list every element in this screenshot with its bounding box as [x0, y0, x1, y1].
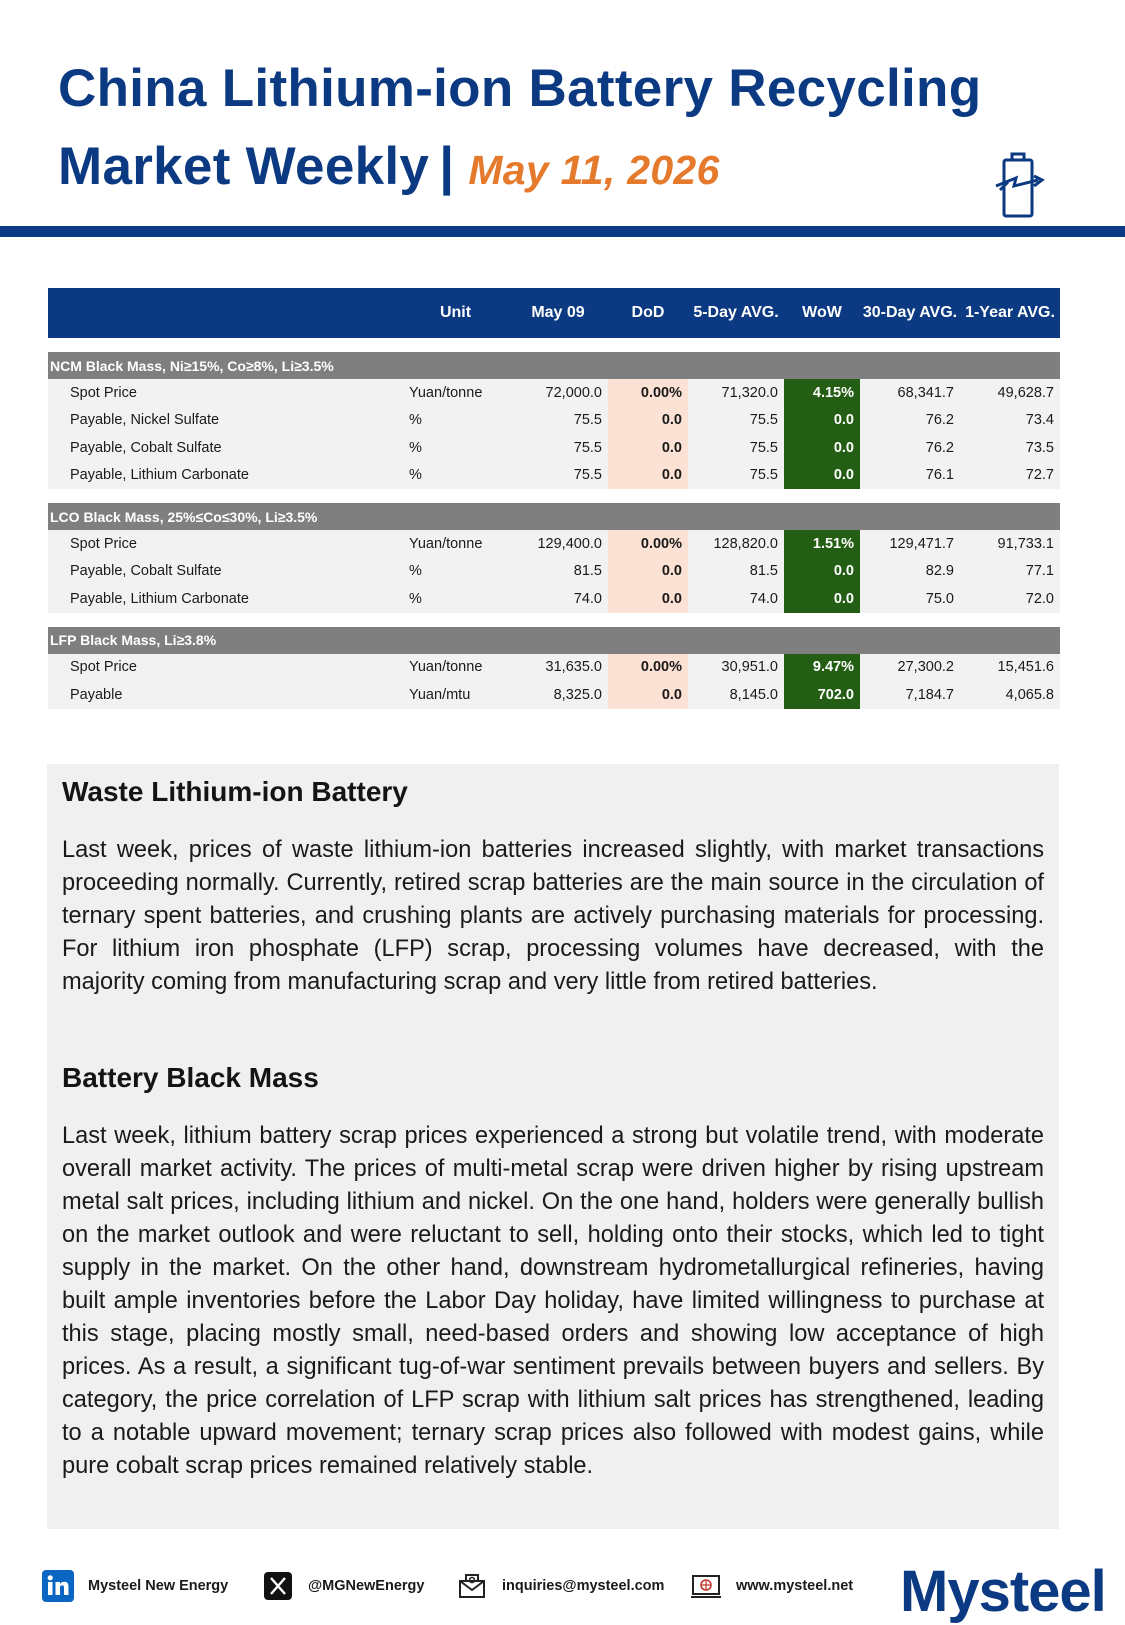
cell-wow: 0.0: [784, 585, 860, 613]
linkedin-label: Mysteel New Energy: [88, 1578, 229, 1594]
section-heading-black-mass: Battery Black Mass: [62, 1062, 319, 1093]
footer-linkedin[interactable]: [42, 1570, 228, 1602]
cell-5day-avg: 8,145.0: [688, 681, 784, 709]
cell-unit: Yuan/mtu: [403, 681, 508, 709]
section-title: LFP Black Mass, Li≥3.8%: [48, 627, 1060, 654]
cell-5day-avg: 71,320.0: [688, 379, 784, 407]
title-main: Market Weekly: [58, 137, 430, 196]
cell-latest: 75.5: [508, 462, 608, 490]
cell-dod: 0.0: [608, 681, 688, 709]
cell-30day-avg: 7,184.7: [860, 681, 960, 709]
cell-latest: 75.5: [508, 407, 608, 435]
cell-dod: 0.0: [608, 462, 688, 490]
col-header-30day: 30-Day AVG.: [860, 288, 960, 338]
cell-1year-avg: 49,628.7: [960, 379, 1060, 407]
footer: [0, 1550, 1125, 1624]
cell-5day-avg: 75.5: [688, 434, 784, 462]
cell-wow: 0.0: [784, 462, 860, 490]
cell-item: Payable, Cobalt Sulfate: [48, 558, 403, 586]
col-header-unit: Unit: [403, 288, 508, 338]
cell-1year-avg: 73.4: [960, 407, 1060, 435]
title-separator: |: [439, 137, 455, 196]
battery-recycling-icon: [994, 152, 1048, 220]
cell-unit: Yuan/tonne: [403, 654, 508, 682]
table-row: [48, 654, 1060, 682]
cell-dod: 0.00%: [608, 530, 688, 558]
cell-item: Payable, Cobalt Sulfate: [48, 434, 403, 462]
cell-wow: 0.0: [784, 407, 860, 435]
cell-5day-avg: 30,951.0: [688, 654, 784, 682]
cell-dod: 0.0: [608, 407, 688, 435]
website-icon: [690, 1570, 722, 1602]
spacer-cell: [48, 613, 1060, 627]
cell-unit: %: [403, 558, 508, 586]
table-row: [48, 434, 1060, 462]
cell-item: Payable: [48, 681, 403, 709]
linkedin-icon: [42, 1570, 74, 1602]
cell-5day-avg: 75.5: [688, 462, 784, 490]
cell-item: Spot Price: [48, 379, 403, 407]
cell-unit: Yuan/tonne: [403, 530, 508, 558]
col-header-5day: 5-Day AVG.: [688, 288, 784, 338]
header-divider: [0, 226, 1125, 237]
cell-1year-avg: 72.0: [960, 585, 1060, 613]
cell-unit: %: [403, 434, 508, 462]
table-row: [48, 681, 1060, 709]
website-label: www.mysteel.net: [736, 1578, 854, 1594]
col-header-latest: May 09: [508, 288, 608, 338]
cell-30day-avg: 75.0: [860, 585, 960, 613]
footer-email[interactable]: [456, 1570, 664, 1602]
section-header-row: [48, 503, 1060, 530]
cell-latest: 75.5: [508, 434, 608, 462]
cell-latest: 72,000.0: [508, 379, 608, 407]
cell-1year-avg: 15,451.6: [960, 654, 1060, 682]
cell-wow: 9.47%: [784, 654, 860, 682]
cell-unit: %: [403, 462, 508, 490]
report-date: May 11, 2026: [468, 147, 720, 193]
section-header-row: [48, 627, 1060, 654]
cell-wow: 0.0: [784, 434, 860, 462]
table-row: [48, 558, 1060, 586]
cell-wow: 0.0: [784, 558, 860, 586]
section-body-waste-battery: Last week, prices of waste lithium-ion batteries increased slightly, with market transactions proceeding normally. Currently, retired scrap batteries are the main source in the circulation of ternary spent batteries, and crushing plants are actively purchasing materials for processing. For lithium iron phosphate (LFP) scrap, processing volumes have decreased, with the majority coming from manufacturing scrap and very little from retired batteries.: [62, 837, 1044, 995]
cell-1year-avg: 4,065.8: [960, 681, 1060, 709]
cell-1year-avg: 72.7: [960, 462, 1060, 490]
section-heading-waste-battery: Waste Lithium-ion Battery: [62, 776, 408, 807]
page-title-line2: [58, 136, 720, 197]
cell-dod: 0.00%: [608, 379, 688, 407]
cell-dod: 0.0: [608, 585, 688, 613]
section-spacer: [48, 489, 1060, 503]
cell-1year-avg: 73.5: [960, 434, 1060, 462]
price-table: [48, 288, 1060, 709]
section-title: NCM Black Mass, Ni≥15%, Co≥8%, Li≥3.5%: [48, 352, 1060, 379]
section-title: LCO Black Mass, 25%≤Co≤30%, Li≥3.5%: [48, 503, 1060, 530]
cell-30day-avg: 129,471.7: [860, 530, 960, 558]
table-header-row: [48, 288, 1060, 338]
mail-icon: [456, 1570, 488, 1602]
table-body: [48, 338, 1060, 709]
cell-5day-avg: 128,820.0: [688, 530, 784, 558]
cell-item: Spot Price: [48, 530, 403, 558]
cell-5day-avg: 75.5: [688, 407, 784, 435]
col-header-item: [48, 288, 403, 338]
table-row: [48, 462, 1060, 490]
cell-dod: 0.00%: [608, 654, 688, 682]
cell-30day-avg: 76.2: [860, 407, 960, 435]
cell-unit: %: [403, 407, 508, 435]
footer-x[interactable]: [262, 1570, 424, 1602]
cell-wow: 702.0: [784, 681, 860, 709]
mysteel-logo: Mysteel: [900, 1559, 1106, 1624]
cell-latest: 81.5: [508, 558, 608, 586]
col-header-dod: DoD: [608, 288, 688, 338]
spacer-cell: [48, 338, 1060, 352]
cell-1year-avg: 91,733.1: [960, 530, 1060, 558]
page-title-line1: China Lithium-ion Battery Recycling: [58, 59, 982, 118]
cell-30day-avg: 68,341.7: [860, 379, 960, 407]
market-commentary: [47, 764, 1059, 1529]
x-label: @MGNewEnergy: [308, 1578, 425, 1594]
cell-5day-avg: 74.0: [688, 585, 784, 613]
section-spacer: [48, 338, 1060, 352]
cell-latest: 31,635.0: [508, 654, 608, 682]
cell-dod: 0.0: [608, 558, 688, 586]
table-row: [48, 407, 1060, 435]
cell-dod: 0.0: [608, 434, 688, 462]
cell-item: Spot Price: [48, 654, 403, 682]
cell-30day-avg: 27,300.2: [860, 654, 960, 682]
x-icon: [262, 1570, 294, 1602]
footer-website[interactable]: [690, 1570, 853, 1602]
cell-unit: %: [403, 585, 508, 613]
table-row: [48, 585, 1060, 613]
cell-latest: 129,400.0: [508, 530, 608, 558]
cell-latest: 74.0: [508, 585, 608, 613]
cell-wow: 4.15%: [784, 379, 860, 407]
section-spacer: [48, 613, 1060, 627]
email-label: inquiries@mysteel.com: [502, 1578, 665, 1594]
col-header-1year: 1-Year AVG.: [960, 288, 1060, 338]
cell-item: Payable, Lithium Carbonate: [48, 585, 403, 613]
cell-latest: 8,325.0: [508, 681, 608, 709]
cell-30day-avg: 76.1: [860, 462, 960, 490]
table-row: [48, 530, 1060, 558]
cell-item: Payable, Lithium Carbonate: [48, 462, 403, 490]
table-row: [48, 379, 1060, 407]
col-header-wow: WoW: [784, 288, 860, 338]
cell-5day-avg: 81.5: [688, 558, 784, 586]
section-header-row: [48, 352, 1060, 379]
cell-item: Payable, Nickel Sulfate: [48, 407, 403, 435]
cell-30day-avg: 82.9: [860, 558, 960, 586]
cell-30day-avg: 76.2: [860, 434, 960, 462]
section-body-black-mass: Last week, lithium battery scrap prices experienced a strong but volatile trend, with moderate overall market activity. The prices of multi-metal scrap were driven higher by rising upstream metal salt prices, including lithium and nickel. On the one hand, holders were generally bullish on the market outlook and were reluctant to sell, holding onto their stocks, which led to tight supply in the market. On the other hand, downstream hydrometallurgical refineries, having built ample inventories before the Labor Day holiday, have limited willingness to purchase at this stage, placing mostly small, need-based orders and showing low acceptance of high prices. As a result, a significant tug-of-war sentiment prevails between buyers and sellers. By category, the price correlation of LFP scrap with lithium salt prices has strengthened, leading to a notable upward movement; ternary scrap prices also followed with modest gains, while pure cobalt scrap prices remained relatively stable.: [62, 1123, 1044, 1479]
cell-1year-avg: 77.1: [960, 558, 1060, 586]
cell-wow: 1.51%: [784, 530, 860, 558]
cell-unit: Yuan/tonne: [403, 379, 508, 407]
spacer-cell: [48, 489, 1060, 503]
